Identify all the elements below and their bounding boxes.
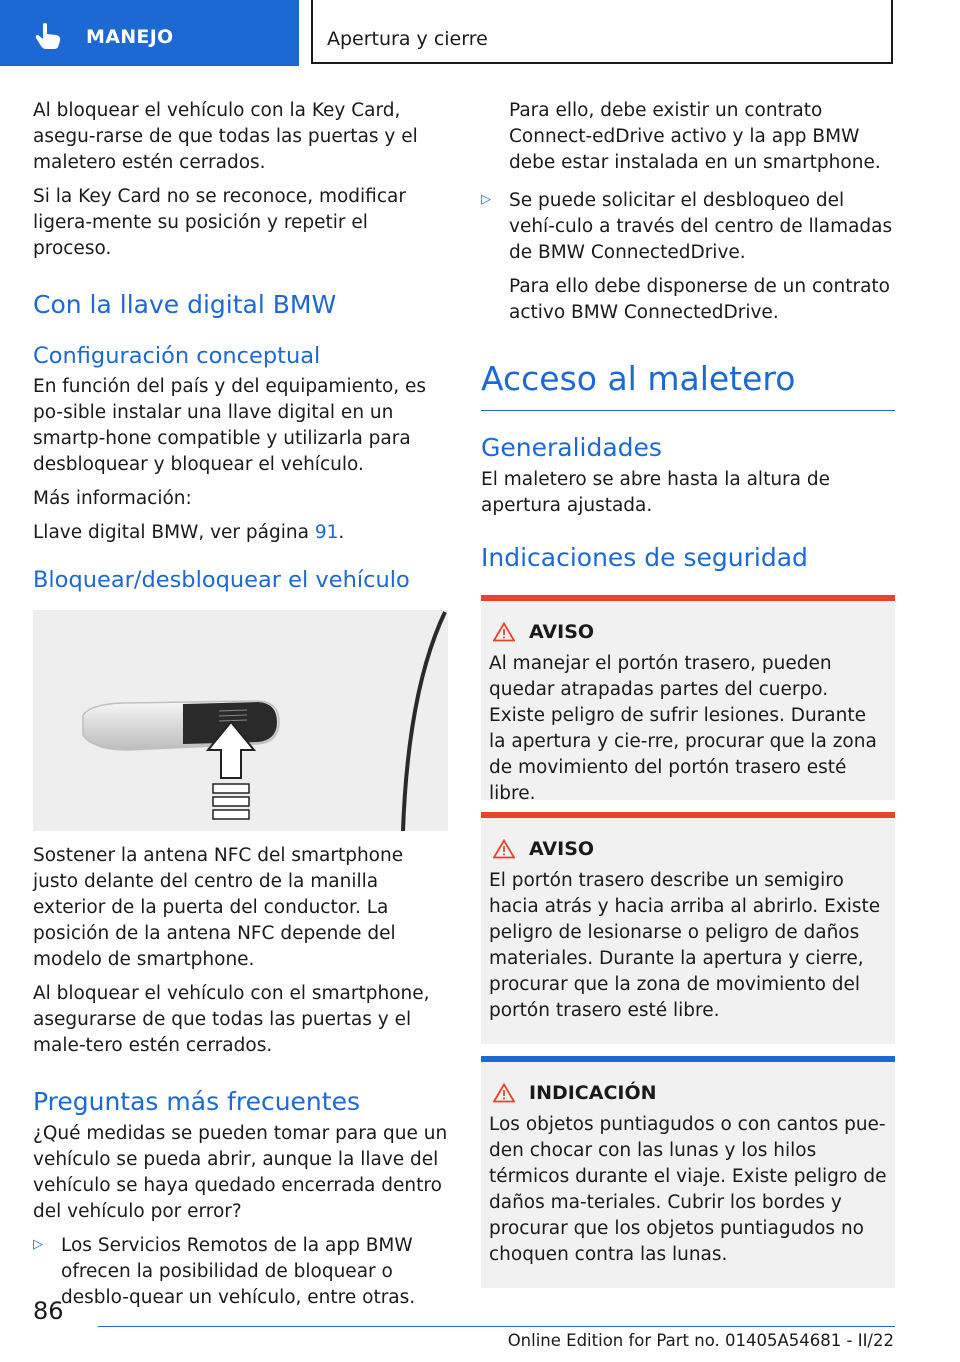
paragraph: Para ello, debe existir un contrato Connect-edDrive activo y la app BMW debe estar instalada en un smartphone. [509, 100, 881, 173]
page-link[interactable]: 91 [314, 522, 339, 543]
warning-triangle-icon [493, 622, 515, 642]
door-handle-illustration [33, 610, 448, 831]
bullet-triangle-icon: ▷ [33, 1237, 43, 1252]
paragraph: Para ello debe disponerse de un contrato activo BMW ConnectedDrive. [509, 276, 890, 323]
hand-icon [34, 22, 64, 50]
warning-label: AVISO [529, 621, 595, 643]
left-column [33, 98, 448, 1319]
note-triangle-icon [493, 1083, 515, 1103]
paragraph: En función del país y del equipamiento, es po-sible instalar una llave digital en un smartp-hone compatible y utilizarla para desbloquear y bloquear el vehículo. [33, 376, 427, 475]
right-column [481, 98, 895, 1288]
paragraph: Al bloquear el vehículo con el smartphone, asegurarse de que todas las puertas y el male-tero estén cerrados. [33, 983, 430, 1056]
bullet-triangle-icon: ▷ [481, 192, 491, 207]
warning-title [489, 621, 887, 643]
note-text: Los objetos puntiagudos o con cantos pue-den chocar con las lunas y los hilos térmicos durante el viaje. Existe peligro de daños ma-teriales. Cubrir los bordes y procurar que los objetos puntiagudos no choquen contra las lunas. [489, 1114, 887, 1265]
note-title [489, 1082, 887, 1104]
section-heading: Con la llave digital BMW [33, 290, 337, 319]
paragraph: ¿Qué medidas se pueden tomar para que un vehículo se pueda abrir, aunque la llave del vehículo se haya quedado encerrada dentro del vehículo por error? [33, 1123, 448, 1222]
warning-text: El portón trasero describe un semigiro hacia atrás y hacia arriba al abrirlo. Existe peligro de lesionarse o peligro de daños materiales. Durante la apertura y cierre, procurar que la zona de movimiento del portón trasero esté libre. [489, 870, 881, 1021]
note-box [481, 1056, 895, 1288]
page-number: 86 [33, 1297, 64, 1325]
list-item [33, 1233, 448, 1311]
paragraph: El maletero se abre hasta la altura de apertura ajustada. [481, 469, 830, 516]
chapter-heading: Acceso al maletero [481, 359, 796, 398]
section-label: MANEJO [86, 26, 174, 48]
paragraph [33, 520, 448, 546]
paragraph: Sostener la antena NFC del smartphone justo delante del centro de la manilla exterior de la puerta del conductor. La posición de la antena NFC depende del modelo de smartphone. [33, 845, 404, 970]
reference-text: Llave digital BMW, ver página [33, 522, 315, 543]
warning-bar [481, 812, 895, 818]
heading-rule [481, 410, 895, 411]
note-label: INDICACIÓN [529, 1082, 657, 1104]
warning-box [481, 595, 895, 804]
section-heading: Generalidades [481, 433, 662, 462]
paragraph: Más información: [33, 488, 192, 509]
edition-note: Online Edition for Part no. 01405A54681 - II/22 [507, 1331, 894, 1350]
subsection-heading: Configuración conceptual [33, 343, 321, 369]
section-tab [0, 0, 299, 66]
footer-rule [98, 1326, 895, 1327]
note-bar [481, 1056, 895, 1062]
chapter-title: Apertura y cierre [327, 28, 488, 50]
door-handle-image [33, 610, 448, 831]
paragraph: Al bloquear el vehículo con la Key Card, asegu-rarse de que todas las puertas y el maletero estén cerrados. [33, 100, 418, 173]
reference-end: . [338, 522, 345, 543]
list-item [481, 188, 895, 266]
paragraph: Si la Key Card no se reconoce, modificar ligera-mente su posición y repetir el proceso. [33, 186, 406, 259]
warning-bar [481, 595, 895, 601]
warning-label: AVISO [529, 838, 595, 860]
chapter-header [311, 0, 893, 64]
warning-text: Al manejar el portón trasero, pueden quedar atrapadas partes del cuerpo. Existe peligro de sufrir lesiones. Durante la apertura y cie-rre, procurar que la zona de movimiento del portón trasero esté libre. [489, 653, 877, 804]
section-heading: Preguntas más frecuentes [33, 1087, 360, 1116]
section-heading: Indicaciones de seguridad [481, 543, 808, 572]
warning-box [481, 812, 895, 1044]
list-item-text: Se puede solicitar el desbloqueo del vehí-culo a través del centro de llamadas de BMW ConnectedDrive. [509, 190, 893, 263]
warning-title [489, 838, 887, 860]
subsection-heading: Bloquear/desbloquear el vehículo [33, 567, 410, 593]
warning-triangle-icon [493, 839, 515, 859]
list-item-text: Los Servicios Remotos de la app BMW ofrecen la posibilidad de bloquear o desblo-quear un vehículo, entre otras. [61, 1235, 416, 1308]
